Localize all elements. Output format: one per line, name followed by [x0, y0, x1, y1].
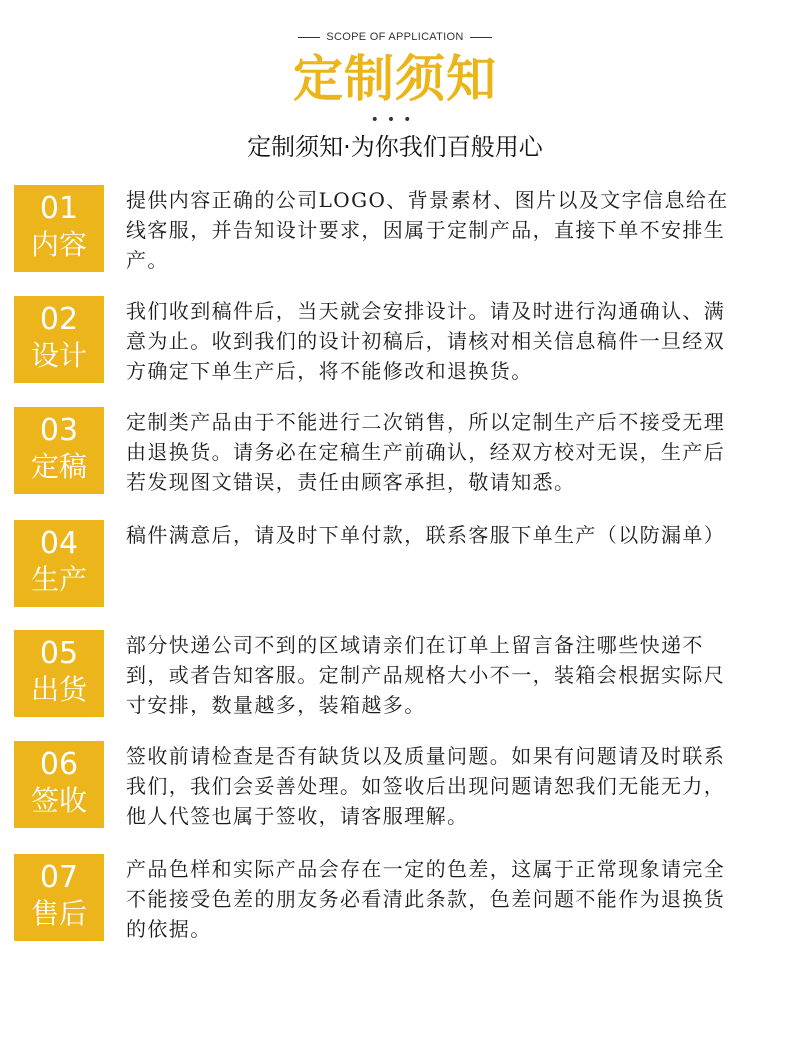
notice-item-aftersales	[14, 854, 774, 944]
item-number: 03	[39, 413, 79, 448]
notice-item-design	[14, 296, 774, 386]
item-number: 05	[39, 636, 79, 671]
item-label: 设计	[30, 339, 87, 372]
page-subtitle: 定制须知·为你我们百般用心	[247, 133, 543, 161]
divider	[470, 37, 492, 38]
scope-line	[0, 31, 790, 43]
item-label: 售后	[30, 897, 87, 930]
item-text: 定制类产品由于不能进行二次销售，所以定制生产后不接受无理由退换货。请务必在定稿生产前确认，经双方校对无误，生产后若发现图文错误，责任由顾客承担，敬请知悉。	[126, 410, 726, 494]
notice-item-production	[14, 520, 774, 610]
item-number: 04	[39, 526, 79, 561]
divider	[298, 37, 320, 38]
item-text: 稿件满意后，请及时下单付款，联系客服下单生产（以防漏单）	[126, 523, 726, 547]
scope-text: SCOPE OF APPLICATION	[326, 31, 464, 43]
item-badge	[14, 407, 104, 494]
item-number: 02	[39, 302, 79, 337]
item-label: 定稿	[30, 450, 87, 483]
item-label: 签收	[30, 784, 87, 817]
item-badge	[14, 520, 104, 607]
item-number: 06	[39, 747, 79, 782]
notice-item-shipping	[14, 630, 774, 720]
item-text: 产品色样和实际产品会存在一定的色差，这属于正常现象请完全不能接受色差的朋友务必看清此条款，色差问题不能作为退换货的依据。	[126, 857, 726, 941]
notice-item-finalize	[14, 407, 774, 497]
item-badge	[14, 854, 104, 941]
item-label: 生产	[30, 563, 87, 596]
item-text: 我们收到稿件后，当天就会安排设计。请及时进行沟通确认、满意为止。收到我们的设计初稿后，请核对相关信息稿件一旦经双方确定下单生产后，将不能修改和退换货。	[126, 299, 726, 383]
item-label: 内容	[30, 228, 87, 261]
item-text: 签收前请检查是否有缺货以及质量问题。如果有问题请及时联系我们，我们会妥善处理。如签收后出现问题请恕我们无能无力，他人代签也属于签收，请客服理解。	[126, 744, 726, 828]
item-badge	[14, 741, 104, 828]
item-label: 出货	[30, 673, 87, 706]
item-number: 07	[39, 860, 79, 895]
item-text: 提供内容正确的公司LOGO、背景素材、图片以及文字信息给在线客服，并告知设计要求，因属于定制产品，直接下单不安排生产。	[126, 188, 729, 272]
item-text: 部分快递公司不到的区域请亲们在订单上留言备注哪些快递不到，或者告知客服。定制产品规格大小不一，装箱会根据实际尺寸安排，数量越多，装箱越多。	[126, 633, 726, 717]
item-badge	[14, 296, 104, 383]
dots-decoration: •••	[370, 112, 420, 128]
notice-item-content	[14, 185, 774, 275]
item-badge	[14, 185, 104, 272]
notice-item-receipt	[14, 741, 774, 831]
header	[0, 0, 790, 175]
page-title: 定制须知	[293, 50, 497, 108]
item-badge	[14, 630, 104, 717]
item-number: 01	[39, 191, 79, 226]
